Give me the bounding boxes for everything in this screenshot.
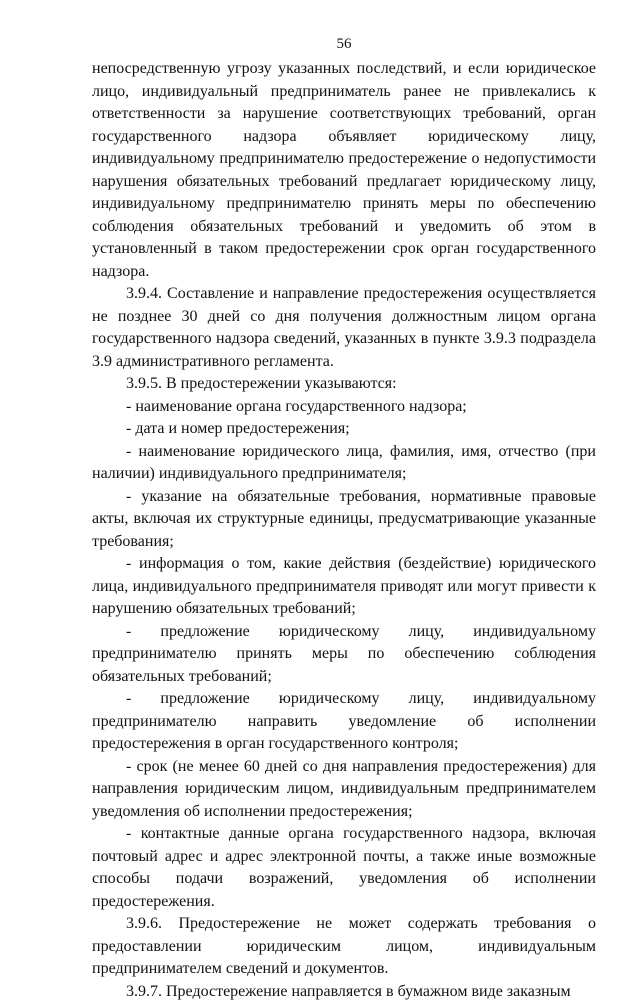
list-item-deadline: - срок (не менее 60 дней со дня направления предостережения) для направления юридическим лицом, индивидуальным предпринимателем уведомления об исполнении предостережения;	[92, 756, 596, 824]
list-item-entity-name: - наименование юридического лица, фамилия, имя, отчество (при наличии) индивидуального предпринимателя;	[92, 441, 596, 486]
paragraph-3-9-5: 3.9.5. В предостережении указываются:	[92, 373, 596, 396]
list-item-authority-name: - наименование органа государственного надзора;	[92, 396, 596, 419]
document-body	[92, 58, 596, 1003]
list-item-requirements: - указание на обязательные требования, нормативные правовые акты, включая их структурные единицы, предусматривающие указанные требования;	[92, 486, 596, 554]
paragraph-continuation: непосредственную угрозу указанных последствий, и если юридическое лицо, индивидуальный предприниматель ранее не привлекались к ответственности за нарушение соответствующих требований, орган государственного надзора объявляет юридическому лицу, индивидуальному предпринимателю предостережение о недопустимости нарушения обязательных требований предлагает юридическому лицу, индивидуальному предпринимателю принять меры по обеспечению соблюдения обязательных требований и уведомить об этом в установленный в таком предостережении срок орган государственного надзора.	[92, 58, 596, 283]
list-item-date-number: - дата и номер предостережения;	[92, 418, 596, 441]
list-item-compliance-proposal: - предложение юридическому лицу, индивидуальному предпринимателю принять меры по обеспечению соблюдения обязательных требований;	[92, 621, 596, 689]
list-item-notification-proposal: - предложение юридическому лицу, индивидуальному предпринимателю направить уведомление об исполнении предостережения в орган государственного контроля;	[92, 688, 596, 756]
paragraph-3-9-4: 3.9.4. Составление и направление предостережения осуществляется не позднее 30 дней со дня получения должностным лицом органа государственного надзора сведений, указанных в пункте 3.9.3 подраздела 3.9 административного регламента.	[92, 283, 596, 373]
page-number: 56	[92, 34, 596, 54]
list-item-contacts: - контактные данные органа государственного надзора, включая почтовый адрес и адрес электронной почты, а также иные возможные способы подачи возражений, уведомления об исполнении предостережения.	[92, 823, 596, 913]
paragraph-3-9-7: 3.9.7. Предостережение направляется в бумажном виде заказным	[92, 981, 596, 1003]
list-item-actions-info: - информация о том, какие действия (бездействие) юридического лица, индивидуального предпринимателя приводят или могут привести к нарушению обязательных требований;	[92, 553, 596, 621]
paragraph-3-9-6: 3.9.6. Предостережение не может содержать требования о предоставлении юридическим лицом, индивидуальным предпринимателем сведений и документов.	[92, 913, 596, 981]
